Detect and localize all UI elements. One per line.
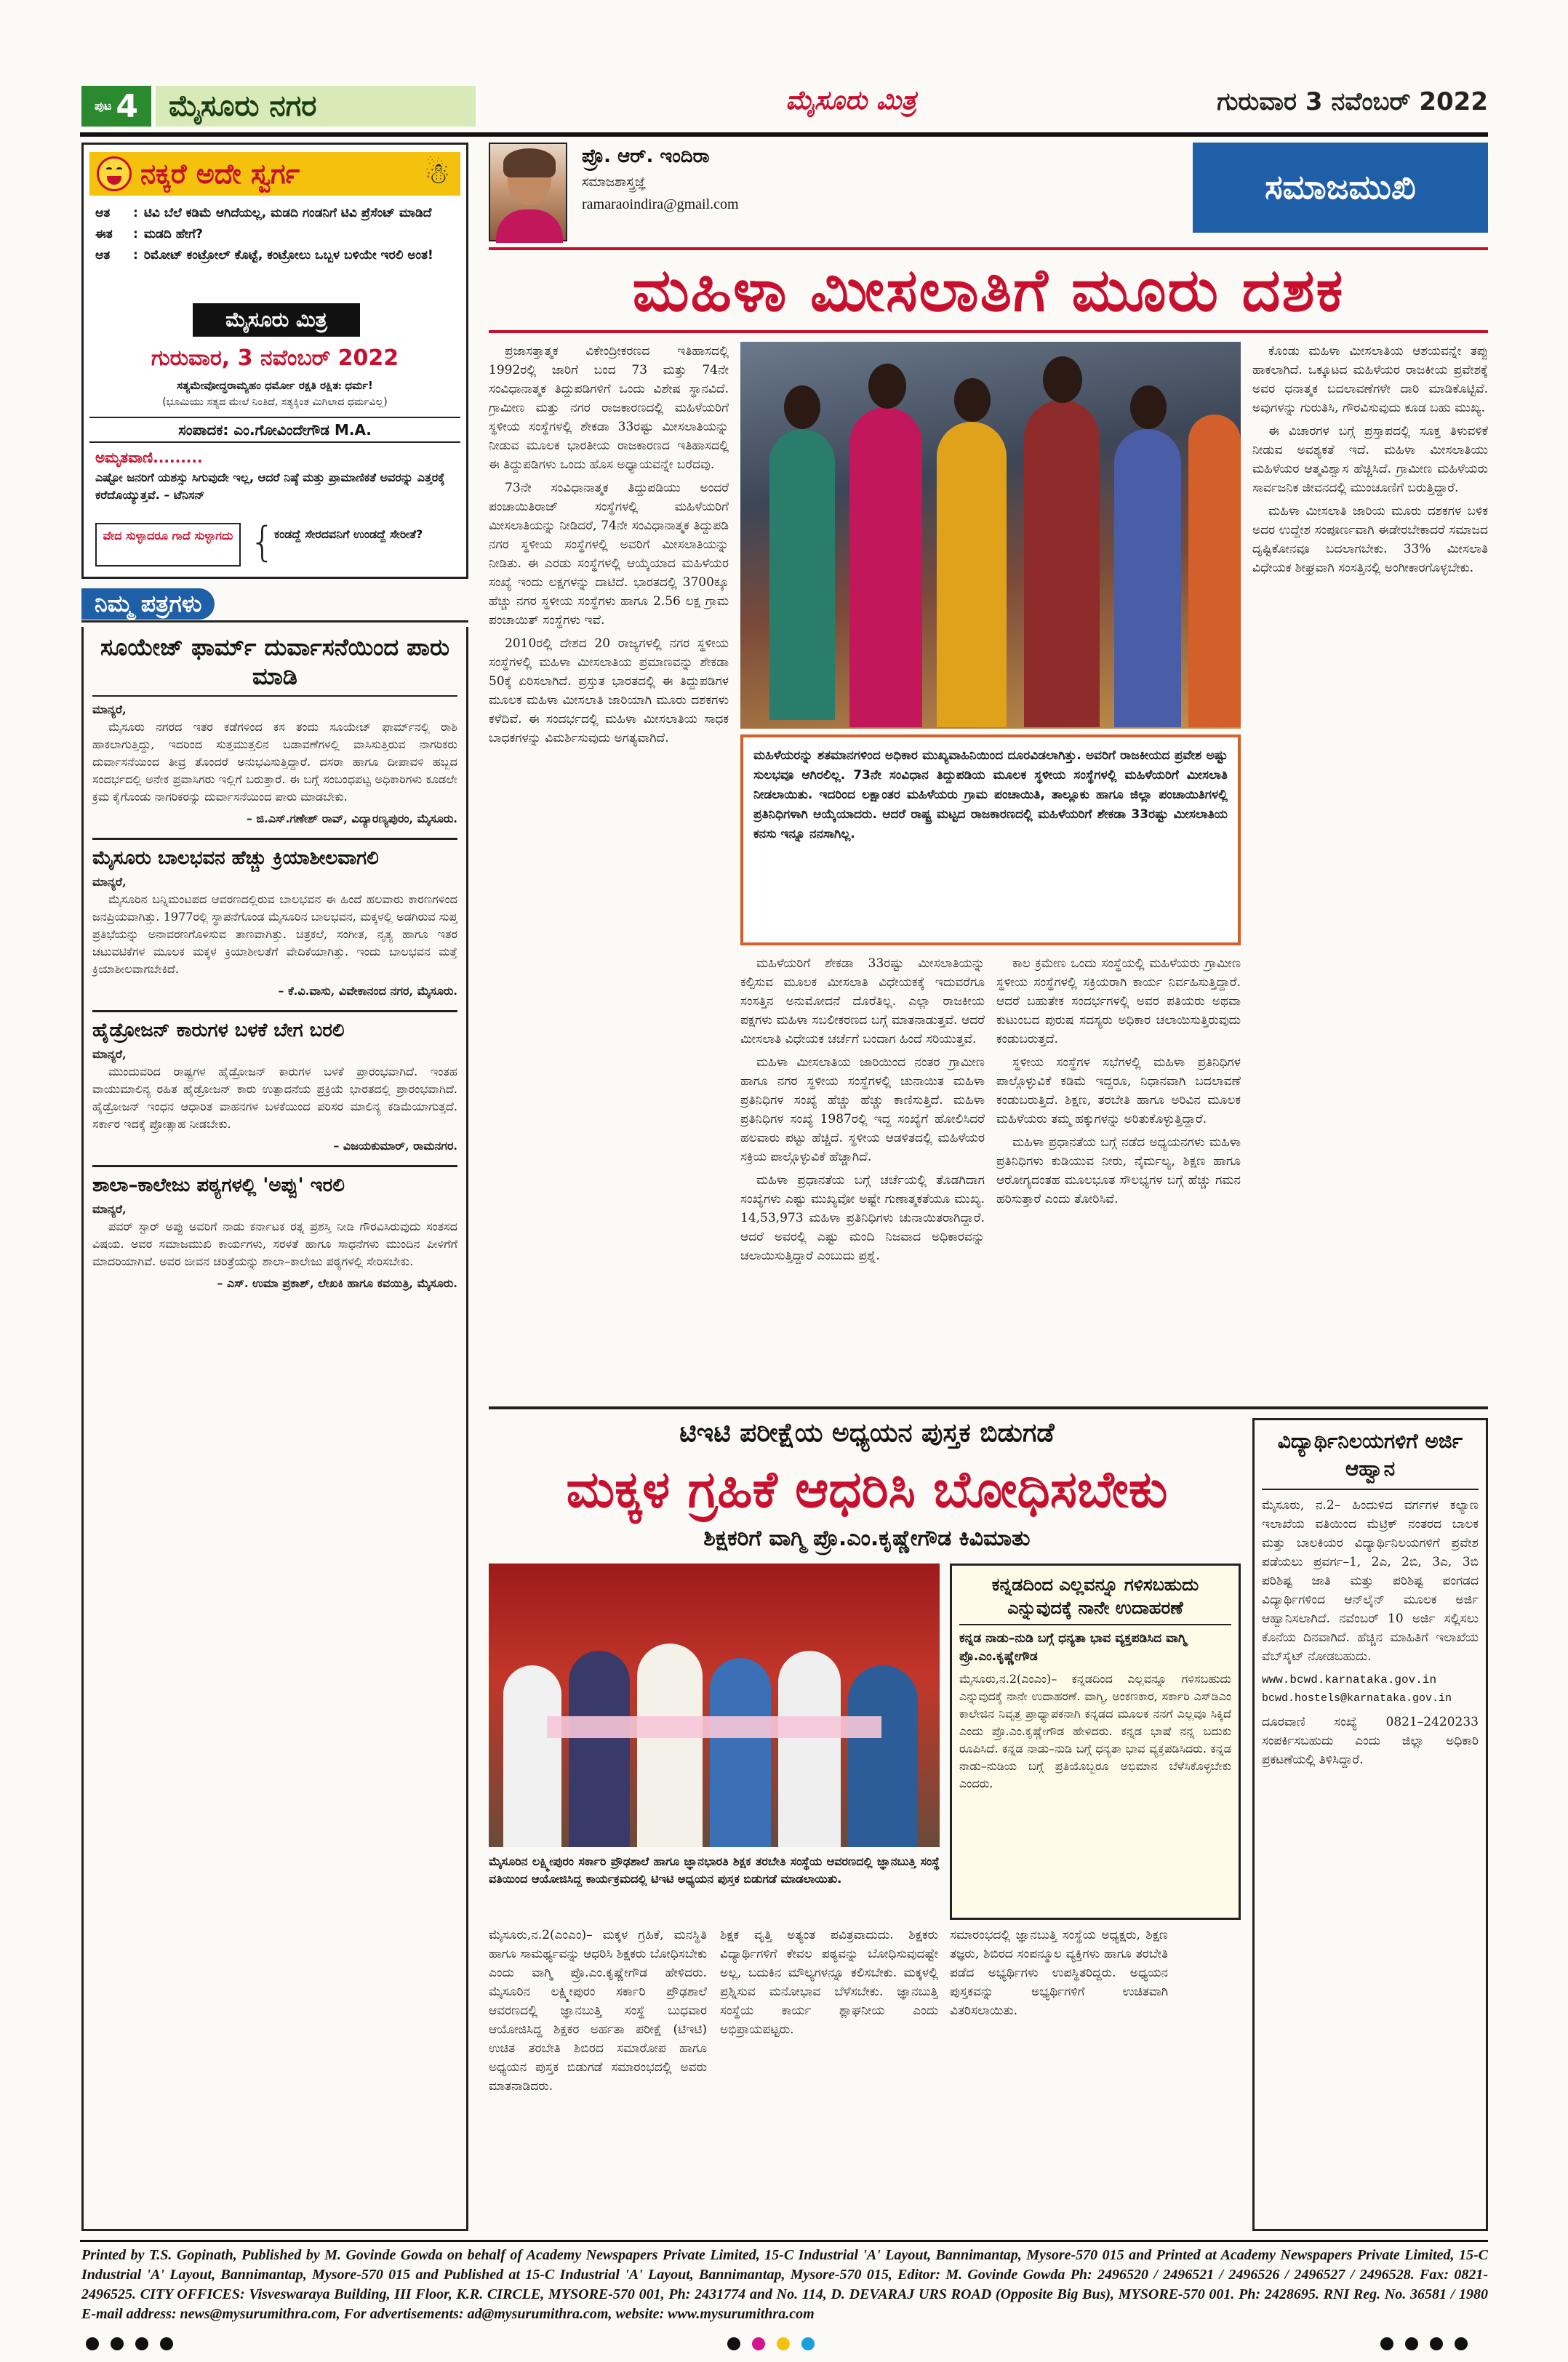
amrutha-title: ಅಮೃತವಾಣಿ......... xyxy=(95,449,203,466)
yellow-dot xyxy=(777,2337,790,2350)
proverb-box: ವೇದ ಸುಳ್ಳಾದರೂ ಗಾದೆ ಸುಳ್ಳಾಗದು xyxy=(95,523,241,567)
letters-header: ನಿಮ್ಮ ಪತ್ರಗಳು xyxy=(81,588,468,622)
letter-body: ಮುಂದುವರಿದ ರಾಷ್ಟ್ರಗಳ ಹೈಡ್ರೋಜನ್ ಕಾರುಗಳ ಬಳಕೆ ಪ್ರಾರಂಭವಾಗಿದೆ. ಇಂತಹ ವಾಯುಮಾಲಿನ್ಯ ರಹಿತ ಹೈಡ್ರೋಜನ್ ಕಾರು ಉತ್ಪಾದನೆಯ ಪ್ರಕ್ರಿಯೆ ಭಾರತದಲ್ಲಿ ಪ್ರಾರಂಭವಾಗಿದೆ. ಹೈಡ್ರೋಜನ್ ಇಂಧನ ಆಧಾರಿತ ವಾಹನಗಳ ಬಳಕೆಯಿಂದ ಪರಿಸರ ಮಾಲಿನ್ಯ ಕಡಿಮೆಯಾಗುತ್ತದೆ. ಸರ್ಕಾರ ಇದಕ್ಕೆ ಪ್ರೋತ್ಸಾಹ ನೀಡಬೇಕು. xyxy=(92,1065,457,1131)
column-text-4: ಕೊಂಡು ಮಹಿಳಾ ಮೀಸಲಾತಿಯ ಆಶಯವನ್ನೇ ತಪ್ಪು ಹಾಕಲಾಗಿದೆ. ಒಕ್ಕೂಟದ ಮಹಿಳೆಯರ ರಾಜಕೀಯ ಪ್ರವೇಶಕ್ಕೆ ಅವರ ಧನಾತ್ಮಕ ಬದಲಾವಣೆಗಳೇ ದಾರಿ ಮಾಡಿಕೊಟ್ಟಿವೆ. ಅವುಗಳನ್ನು ಗುರುತಿಸಿ, ಗೌರವಿಸುವುದು ಕೂಡ ಬಹು ಮುಖ್ಯ. ಈ ವಿಚಾರಗಳ ಬಗ್ಗೆ ಪ್ರಸ್ತಾಪದಲ್ಲಿ ಸೂಕ್ತ ತಿಳುವಳಿಕೆ ನೀಡುವ ಅವಶ್ಯಕತೆ ಇದೆ. ಮಹಿಳಾ ಮೀಸಲಾತಿಯು ಮಹಿಳೆಯರ ಆತ್ಮವಿಶ್ವಾಸ ಹೆಚ್ಚಿಸಿದೆ. ಗ್ರಾಮೀಣ ಮಹಿಳೆಯರು ಸಾರ್ವಜನಿಕ ಜೀವನದಲ್ಲಿ ಮುಂಚೂಣಿಗೆ ಬರುತ್ತಿದ್ದಾರೆ. ಮಹಿಳಾ ಮೀಸಲಾತಿ ಜಾರಿಯ ಮೂರು ದಶಕಗಳ ಬಳಿಕ ಅದರ ಉದ್ದೇಶ ಸಂಪೂರ್ಣವಾಗಿ ಈಡೇರಬೇಕಾದರೆ ಸಮಾಜದ ದೃಷ್ಟಿಕೋನವೂ ಬದಲಾಗಬೇಕು. 33% ಮೀಸಲಾತಿ ವಿಧೇಯಕ ಶೀಘ್ರವಾಗಿ ಸಂಸತ್ತಿನಲ್ಲಿ ಅಂಗೀಕಾರಗೊಳ್ಳಬೇಕು. xyxy=(1252,344,1488,575)
pull-quote: ಮಹಿಳೆಯರನ್ನು ಶತಮಾನಗಳಿಂದ ಅಧಿಕಾರ ಮುಖ್ಯವಾಹಿನಿಯಿಂದ ದೂರವಿಡಲಾಗಿತ್ತು. ಅವರಿಗೆ ರಾಜಕೀಯದ ಪ್ರವೇಶ ಅಷ್ಟು ಸುಲಭವೂ ಆಗಿರಲಿಲ್ಲ. 73ನೇ ಸಂವಿಧಾನ ತಿದ್ದುಪಡಿಯ ಮೂಲಕ ಸ್ಥಳೀಯ ಸಂಸ್ಥೆಗಳಲ್ಲಿ ಮಹಿಳೆಯರಿಗೆ ಮೀಸಲಾತಿ ನೀಡಲಾಯಿತು. ಇದರಿಂದ ಲಕ್ಷಾಂತರ ಮಹಿಳೆಯರು ಗ್ರಾಮ ಪಂಚಾಯಿತಿ, ತಾಲ್ಲೂಕು ಹಾಗೂ ಜಿಲ್ಲಾ ಪಂಚಾಯಿತಿಗಳಲ್ಲಿ ಪ್ರತಿನಿಧಿಗಳಾಗಿ ಆಯ್ಕೆಯಾದರು. ಆದರೆ ರಾಷ್ಟ್ರ ಮಟ್ಟದ ರಾಜಕಾರಣದಲ್ಲಿ ಮಹಿಳೆಯರಿಗೆ ಶೇಕಡಾ 33ರಷ್ಟು ಮೀಸಲಾತಿಯ ಕನಸು ಇನ್ನೂ ನನಸಾಗಿಲ್ಲ. xyxy=(753,748,1228,841)
letter-title: ಸೂಯೇಜ್ ಫಾರ್ಮ್ ದುರ್ವಾಸನೆಯಿಂದ ಪಾರು ಮಾಡಿ xyxy=(92,633,457,697)
black-dot xyxy=(160,2337,173,2350)
website-link[interactable]: www.bcwd.karnataka.gov.in xyxy=(1262,1673,1437,1686)
black-dot xyxy=(1430,2337,1443,2350)
black-dot xyxy=(135,2337,148,2350)
mini-date: ಗುರುವಾರ, 3 ನವೆಂಬರ್ 2022 xyxy=(151,345,399,371)
black-dot xyxy=(1455,2337,1468,2350)
humor-title-bar xyxy=(89,152,460,196)
registration-marks-right xyxy=(1380,2337,1468,2350)
story-text-1: ಮೈಸೂರು,ನ.2(ಎಂಎಂ)– ಮಕ್ಕಳ ಗ್ರಹಿಕೆ, ಮನಸ್ಥಿತಿ ಹಾಗೂ ಸಾಮರ್ಥ್ಯವನ್ನು ಆಧರಿಸಿ ಶಿಕ್ಷಕರು ಬೋಧಿಸಬೇಕು ಎಂದು ವಾಗ್ಮಿ ಪ್ರೊ.ಎಂ.ಕೃಷ್ಣೇಗೌಡ ಹೇಳಿದರು. ಮೈಸೂರಿನ ಲಕ್ಷ್ಮೀಪುರಂ ಸರ್ಕಾರಿ ಪ್ರೌಢಶಾಲೆ ಆವರಣದಲ್ಲಿ ಜ್ಞಾನಬುತ್ತಿ ಸಂಸ್ಥೆ ಬುಧವಾರ ಆಯೋಜಿಸಿದ್ದ ಶಿಕ್ಷಕರ ಅರ್ಹತಾ ಪರೀಕ್ಷೆ (ಟಿಇಟಿ) ಉಚಿತ ತರಬೇತಿ ಶಿಬಿರದ ಸಮಾರೋಪ ಹಾಗೂ ಅಧ್ಯಯನ ಪುಸ್ತಕ ಬಿಡುಗಡೆ ಸಮಾರಂಭದಲ್ಲಿ ಅವರು ಮಾತನಾಡಿದರು. xyxy=(489,1928,707,2094)
letter-title: ಮೈಸೂರು ಬಾಲಭವನ ಹೆಚ್ಚು ಕ್ರಿಯಾಶೀಲವಾಗಲಿ xyxy=(92,847,379,869)
section-divider xyxy=(489,1406,1488,1409)
letters-column xyxy=(81,627,468,2231)
letter-item: ಹೈಡ್ರೋಜನ್ ಕಾರುಗಳ ಬಳಕೆ ಬೇಗ ಬರಲಿ ಮಾನ್ಯರೆ, ಮುಂದುವರಿದ ರಾಷ್ಟ್ರಗಳ ಹೈಡ್ರೋಜನ್ ಕಾರುಗಳ ಬಳಕೆ ಪ್ರಾರಂಭವಾಗಿದೆ. ಇಂತಹ ವಾಯುಮಾಲಿನ್ಯ ರಹಿತ ಹೈಡ್ರೋಜನ್ ಕಾರು ಉತ್ಪಾದನೆಯ ಪ್ರಕ್ರಿಯೆ ಭಾರತದಲ್ಲಿ ಪ್ರಾರಂಭವಾಗಿದೆ. ಹೈಡ್ರೋಜನ್ ಇಂಧನ ಆಧಾರಿತ ವಾಹನಗಳ ಬಳಕೆಯಿಂದ ಪರಿಸರ ಮಾಲಿನ್ಯ ಕಡಿಮೆಯಾಗುತ್ತದೆ. ಸರ್ಕಾರ ಇದಕ್ಕೆ ಪ್ರೋತ್ಸಾಹ ನೀಡಬೇಕು. – ವಿಜಯಕುಮಾರ್, ರಾಮನಗರ. xyxy=(92,1010,457,1155)
registration-marks-center xyxy=(727,2337,815,2350)
kannada-pride-box xyxy=(950,1564,1241,1920)
letter-item: ಶಾಲಾ–ಕಾಲೇಜು ಪಠ್ಯಗಳಲ್ಲಿ 'ಅಪ್ಪು' ಇರಲಿ ಮಾನ್ಯರೆ, ಪವರ್ ಸ್ಟಾರ್ ಅಪ್ಪು ಅವರಿಗೆ ನಾಡು ಕರ್ನಾಟಕ ರತ್ನ ಪ್ರಶಸ್ತಿ ನೀಡಿ ಗೌರವಿಸಿರುವುದು ಸಂತಸದ ವಿಷಯ. ಅವರ ಸಮಾಜಮುಖಿ ಕಾರ್ಯಗಳು, ಸರಳತೆ ಹಾಗೂ ಸಾಧನೆಗಳು ಮುಂದಿನ ಪೀಳಿಗೆಗೆ ಮಾದರಿಯಾಗಿವೆ. ಅವರ ಜೀವನ ಚರಿತ್ರೆಯನ್ನು ಶಾಲಾ–ಕಾಲೇಜು ಪಠ್ಯಗಳಲ್ಲಿ ಸೇರಿಸಬೇಕು. – ಎಸ್. ಉಮಾ ಪ್ರಕಾಶ್, ಲೇಖಕಿ ಹಾಗೂ ಕವಯಿತ್ರಿ, ಮೈಸೂರು. xyxy=(92,1165,457,1292)
laughing-face-icon xyxy=(97,156,132,191)
imprint-line: Printed by T.S. Gopinath, Published by M. Govinde Gowda on behalf of Academy Newspapers Private Limited, 15-C Industrial 'A' Layout, Bannimantap, Mysore-570 015 and Printed at Academy Newspapers Private Limited, 15-C Industrial 'A' Layout, Bannimantap, Mysore-570 015 and Published at 15-C Industrial 'A' Layout, Bannimantap, Mysore-570 015, Editor: M. Govinde Gowda Ph: 2496520 / 2496521 / 2496526 / 2496527 / 2496528. Fax: 0821-2496525. CITY OFFICES: Visveswaraya Building, III Floor, K.R. CIRCLE, MYSORE-570 001, Ph: 2431774 and No. 114, D. DEVARAJ URS ROAD (Opposite Big Bus), MYSORE-570 001. Ph: 2428695. RNI Reg. No. 36581 / 1980 E-mail address: news@mysurumithra.com, For advertisements: ad@mysurumithra.com, website: www.mysurumithra.com xyxy=(81,2247,1488,2322)
letter-signature: – ಜಿ.ಎಸ್.ಗಣೇಶ್ ರಾವ್, ವಿದ್ಯಾರಣ್ಯಪುರಂ, ಮೈಸೂರು. xyxy=(246,812,457,825)
registration-marks-left xyxy=(86,2337,173,2350)
tagline-translation: (ಭೂಮಿಯು ಸತ್ಯದ ಮೇಲೆ ನಿಂತಿದೆ, ಸತ್ಯಕ್ಕಿಂತ ಮಿಗಿಲಾದ ಧರ್ಮವಿಲ್ಲ) xyxy=(162,396,388,408)
page-number: 4 xyxy=(116,87,139,125)
letter-signature: – ವಿಜಯಕುಮಾರ್, ರಾಮನಗರ. xyxy=(333,1139,457,1153)
black-dot xyxy=(1380,2337,1393,2350)
photo-caption: ಮೈಸೂರಿನ ಲಕ್ಷ್ಮೀಪುರಂ ಸರ್ಕಾರಿ ಪ್ರೌಢಶಾಲೆ ಹಾಗೂ ಜ್ಞಾನಭಾರತಿ ಶಿಕ್ಷಕ ತರಬೇತಿ ಸಂಸ್ಥೆಯ ಆವರಣದಲ್ಲಿ ಜ್ಞಾನಬುತ್ತಿ ಸಂಸ್ಥೆ ವತಿಯಿಂದ ಆಯೋಜಿಸಿದ್ದ ಕಾರ್ಯಕ್ರಮದಲ್ಲಿ ಟಿಇಟಿ ಅಧ್ಯಯನ ಪುಸ್ತಕ ಬಿಡುಗಡೆ ಮಾಡಲಾಯಿತು. xyxy=(489,1854,940,1886)
story-text-3: ಸಮಾರಂಭದಲ್ಲಿ ಜ್ಞಾನಬುತ್ತಿ ಸಂಸ್ಥೆಯ ಅಧ್ಯಕ್ಷರು, ಶಿಕ್ಷಣ ತಜ್ಞರು, ಶಿಬಿರದ ಸಂಪನ್ಮೂಲ ವ್ಯಕ್ತಿಗಳು ಹಾಗೂ ತರಬೇತಿ ಪಡೆದ ಅಭ್ಯರ್ಥಿಗಳು ಉಪಸ್ಥಿತರಿದ್ದರು. ಅಧ್ಯಯನ ಪುಸ್ತಕವನ್ನು ಅಭ್ಯರ್ಥಿಗಳಿಗೆ ಉಚಿತವಾಗಿ ವಿತರಿಸಲಾಯಿತು. xyxy=(950,1928,1168,2018)
letter-body: ಮೈಸೂರು ನಗರದ ಇತರ ಕಡೆಗಳಿಂದ ಕಸ ತಂದು ಸೂಯೇಜ್ ಫಾರ್ಮ್‌ನಲ್ಲಿ ರಾಶಿ ಹಾಕಲಾಗುತ್ತಿದ್ದು, ಇದರಿಂದ ಸುತ್ತಮುತ್ತಲಿನ ಬಡಾವಣೆಗಳಲ್ಲಿ ವಾಸಿಸುತ್ತಿರುವ ನಾಗರಿಕರು ದುರ್ವಾಸನೆಯಿಂದ ತೀವ್ರ ತೊಂದರೆ ಅನುಭವಿಸುತ್ತಿದ್ದಾರೆ. ದಸರಾ ಹಾಗೂ ದೀಪಾವಳಿ ಹಬ್ಬದ ಸಂದರ್ಭದಲ್ಲಿ ಅನೇಕ ಪ್ರವಾಸಿಗರು ಇಲ್ಲಿಗೆ ಬರುತ್ತಾರೆ. ಈ ಬಗ್ಗೆ ಸಂಬಂಧಪಟ್ಟ ಅಧಿಕಾರಿಗಳು ಕೂಡಲೇ ಕ್ರಮ ಕೈಗೊಂಡು ನಾಗರಿಕರನ್ನು ದುರ್ವಾಸನೆಯಿಂದ ಪಾರು ಮಾಡಬೇಕು. xyxy=(92,720,457,804)
page-date: ಗುರುವಾರ 3 ನವೆಂಬರ್ 2022 xyxy=(1217,87,1488,116)
letter-signature: – ಎಸ್. ಉಮಾ ಪ್ರಕಾಶ್, ಲೇಖಕಿ ಹಾಗೂ ಕವಯಿತ್ರಿ, ಮೈಸೂರು. xyxy=(217,1276,457,1290)
black-dot xyxy=(86,2337,99,2350)
letter-signature: – ಕೆ.ವಿ.ವಾಸು, ವಿವೇಕಾನಂದ ನಗರ, ಮೈಸೂರು. xyxy=(278,984,457,998)
box-body: ಮೈಸೂರು,ನ.2(ಎಂಎಂ)– ಕನ್ನಡದಿಂದ ಎಲ್ಲವನ್ನೂ ಗಳಿಸಬಹುದು ಎನ್ನುವುದಕ್ಕೆ ನಾನೇ ಉದಾಹರಣೆ. ವಾಗ್ಮಿ, ಅಂಕಣಕಾರ, ಸರ್ಕಾರಿ ಎಸ್‌ಡಿಎಂ ಕಾಲೇಜಿನ ನಿವೃತ್ತ ಪ್ರಾಧ್ಯಾಪಕನಾಗಿ ಕನ್ನಡದ ಮೂಲಕ ನನಗೆ ಎಲ್ಲವೂ ಸಿಕ್ಕಿದೆ ಎಂದು ಪ್ರೊ.ಎಂ.ಕೃಷ್ಣೇಗೌಡ ಹೇಳಿದರು. ಕನ್ನಡ ಭಾಷೆ ನನ್ನ ಬದುಕು ರೂಪಿಸಿದೆ. ಕನ್ನಡ ನಾಡು–ನುಡಿ ಬಗ್ಗೆ ಧನ್ಯತಾ ಭಾವ ವ್ಯಕ್ತಪಡಿಸಿದರು. ಕನ್ನಡ ನಾಡು–ನುಡಿಯ ಬಗ್ಗೆ ಪ್ರತಿಯೊಬ್ಬರೂ ಅಭಿಮಾನ ಬೆಳೆಸಿಕೊಳ್ಳಬೇಕು ಎಂದರು. xyxy=(959,1672,1231,1790)
humor-box xyxy=(81,143,468,579)
letter-title: ಹೈಡ್ರೋಜನ್ ಕಾರುಗಳ ಬಳಕೆ ಬೇಗ ಬರಲಿ xyxy=(92,1020,345,1041)
pull-quote-box xyxy=(740,734,1241,945)
author-email: ramaraoindira@gmail.com xyxy=(582,196,739,212)
section-title: ಮೈಸೂರು ನಗರ xyxy=(156,86,476,127)
cartoon-figure-icon: ☃ xyxy=(424,157,450,191)
mini-masthead: ಮೈಸೂರು ಮಿತ್ರ xyxy=(193,303,360,337)
black-dot xyxy=(1405,2337,1418,2350)
box-subtitle: ಕನ್ನಡ ನಾಡು–ನುಡಿ ಬಗ್ಗೆ ಧನ್ಯತಾ ಭಾವ ವ್ಯಕ್ತಪಡಿಸಿದ ವಾಗ್ಮಿ ಪ್ರೊ.ಎಂ.ಕೃಷ್ಣೇಗೌಡ xyxy=(959,1631,1187,1664)
magenta-dot xyxy=(752,2337,765,2350)
column-text-3: ಕಾಲ ಕ್ರಮೇಣ ಒಂದು ಸಂಸ್ಥೆಯಲ್ಲಿ ಮಹಿಳೆಯರು ಗ್ರಾಮೀಣ ಸ್ಥಳೀಯ ಸಂಸ್ಥೆಗಳಲ್ಲಿ ಸಕ್ರಿಯರಾಗಿ ಕಾರ್ಯ ನಿರ್ವಹಿಸುತ್ತಿದ್ದಾರೆ. ಆದರೆ ಬಹುತೇಕ ಸಂದರ್ಭಗಳಲ್ಲಿ ಅವರ ಪತಿಯರು ಅಥವಾ ಕುಟುಂಬದ ಪುರುಷ ಸದಸ್ಯರು ಅಧಿಕಾರ ಚಲಾಯಿಸುತ್ತಿರುವುದು ಕಂಡುಬರುತ್ತದೆ. ಸ್ಥಳೀಯ ಸಂಸ್ಥೆಗಳ ಸಭೆಗಳಲ್ಲಿ ಮಹಿಳಾ ಪ್ರತಿನಿಧಿಗಳ ಪಾಲ್ಗೊಳ್ಳುವಿಕೆ ಕಡಿಮೆ ಇದ್ದರೂ, ನಿಧಾನವಾಗಿ ಬದಲಾವಣೆ ಕಂಡುಬರುತ್ತಿದೆ. ಶಿಕ್ಷಣ, ತರಬೇತಿ ಹಾಗೂ ಅರಿವಿನ ಮೂಲಕ ಮಹಿಳೆಯರು ತಮ್ಮ ಹಕ್ಕುಗಳನ್ನು ಅರಿತುಕೊಳ್ಳುತ್ತಿದ್ದಾರೆ. ಮಹಿಳಾ ಪ್ರಧಾನತೆಯ ಬಗ್ಗೆ ನಡೆದ ಅಧ್ಯಯನಗಳು ಮಹಿಳಾ ಪ್ರತಿನಿಧಿಗಳು ಕುಡಿಯುವ ನೀರು, ನೈರ್ಮಲ್ಯ, ಶಿಕ್ಷಣ ಹಾಗೂ ಆರೋಗ್ಯದಂತಹ ಮೂಲಭೂತ ಸೌಲಭ್ಯಗಳ ಬಗ್ಗೆ ಹೆಚ್ಚು ಗಮನ ಹರಿಸುತ್ತಾರೆ ಎಂದು ತೋರಿಸಿವೆ. xyxy=(996,956,1241,1206)
footer-rule xyxy=(80,2240,1488,2242)
letter-item: ಮೈಸೂರು ಬಾಲಭವನ ಹೆಚ್ಚು ಕ್ರಿಯಾಶೀಲವಾಗಲಿ ಮಾನ್ಯರೆ, ಮೈಸೂರಿನ ಬನ್ನಿಮಂಟಪದ ಆವರಣದಲ್ಲಿರುವ ಬಾಲಭವನ ಈ ಹಿಂದೆ ಹಲವಾರು ಕಾರಣಗಳಿಂದ ಜನಪ್ರಿಯವಾಗಿತ್ತು. 1977ರಲ್ಲಿ ಸ್ಥಾಪನೆಗೊಂಡ ಮೈಸೂರಿನ ಬಾಲಭವನ, ಮಕ್ಕಳಲ್ಲಿ ಅಡಗಿರುವ ಸುಪ್ತ ಪ್ರತಿಭೆಯನ್ನು ಅನಾವರಣಗೊಳಿಸುವ ತಾಣವಾಗಿತ್ತು. ಚಿತ್ರಕಲೆ, ಸಂಗೀತ, ನೃತ್ಯ ಹಾಗೂ ಇತರ ಚಟುವಟಿಕೆಗಳ ಮೂಲಕ ಮಕ್ಕಳ ಕ್ರಿಯಾಶೀಲತೆಗೆ ವೇದಿಕೆಯಾಗಿತ್ತು. ಇಂದು ಬಾಲಭವನ ಮತ್ತೆ ಕ್ರಿಯಾಶೀಲವಾಗಬೇಕಿದೆ. – ಕೆ.ವಿ.ವಾಸು, ವಿವೇಕಾನಂದ ನಗರ, ಮೈಸೂರು. xyxy=(92,838,457,1000)
column-text-2: ಮಹಿಳೆಯರಿಗೆ ಶೇಕಡಾ 33ರಷ್ಟು ಮೀಸಲಾತಿಯನ್ನು ಕಲ್ಪಿಸುವ ಮೂಲಕ ಮೀಸಲಾತಿ ವಿಧೇಯಕಕ್ಕೆ ಇದುವರೆಗೂ ಸಂಸತ್ತಿನ ಅನುಮೋದನೆ ದೊರೆತಿಲ್ಲ. ಎಲ್ಲಾ ರಾಜಕೀಯ ಪಕ್ಷಗಳು ಮಹಿಳಾ ಸಬಲೀಕರಣದ ಬಗ್ಗೆ ಮಾತನಾಡುತ್ತವೆ. ಆದರೆ ಮೀಸಲಾತಿ ವಿಧೇಯಕ ಚರ್ಚೆಗೆ ಬಂದಾಗ ಹಿಂದೆ ಸರಿಯುತ್ತವೆ. ಮಹಿಳಾ ಮೀಸಲಾತಿಯ ಜಾರಿಯಿಂದ ನಂತರ ಗ್ರಾಮೀಣ ಹಾಗೂ ನಗರ ಸ್ಥಳೀಯ ಸಂಸ್ಥೆಗಳಲ್ಲಿ ಚುನಾಯಿತ ಮಹಿಳಾ ಪ್ರತಿನಿಧಿಗಳ ಸಂಖ್ಯೆ ಹೆಚ್ಚು ಹೆಚ್ಚು ಕಾಣಿಸುತ್ತಿದೆ. ಮಹಿಳಾ ಪ್ರತಿನಿಧಿಗಳ ಸಂಖ್ಯೆ 1987ರಲ್ಲಿ ಇದ್ದ ಸಂಖ್ಯೆಗೆ ಹೋಲಿಸಿದರೆ ಹಲವಾರು ಪಟ್ಟು ಹೆಚ್ಚಿದೆ. ಸ್ಥಳೀಯ ಆಡಳಿತದಲ್ಲಿ ಮಹಿಳೆಯರ ಸಕ್ರಿಯ ಪಾಲ್ಗೊಳ್ಳುವಿಕೆ ಹೆಚ್ಚಾಗಿದೆ. ಮಹಿಳಾ ಪ್ರಧಾನತೆಯ ಬಗ್ಗೆ ಚರ್ಚೆಯಲ್ಲಿ ತೊಡಗಿದಾಗ ಸಂಖ್ಯೆಗಳು ಎಷ್ಟು ಮುಖ್ಯವೋ ಅಷ್ಟೇ ಗುಣಾತ್ಮಕತೆಯೂ ಮುಖ್ಯ. 14,53,973 ಮಹಿಳಾ ಪ್ರತಿನಿಧಿಗಳು ಚುನಾಯಿತರಾಗಿದ್ದಾರೆ. ಆದರೆ ಅವರಲ್ಲಿ ಎಷ್ಟು ಮಂದಿ ನಿಜವಾದ ಅಧಿಕಾರವನ್ನು ಚಲಾಯಿಸುತ್ತಿದ್ದಾರೆ ಎಂಬುದು ಪ್ರಶ್ನೆ. xyxy=(740,956,985,1263)
story-kicker: ಟಿಇಟಿ ಪರೀಕ್ಷೆಯ ಅಧ್ಯಯನ ಪುಸ್ತಕ ಬಿಡುಗಡೆ xyxy=(679,1418,1055,1448)
dialogue-line: ಈತ : ಮಡದಿ ಹೇಗೆ? xyxy=(95,227,203,241)
hostel-application-box xyxy=(1252,1418,1488,2231)
letter-body: ಪವರ್ ಸ್ಟಾರ್ ಅಪ್ಪು ಅವರಿಗೆ ನಾಡು ಕರ್ನಾಟಕ ರತ್ನ ಪ್ರಶಸ್ತಿ ನೀಡಿ ಗೌರವಿಸಿರುವುದು ಸಂತಸದ ವಿಷಯ. ಅವರ ಸಮಾಜಮುಖಿ ಕಾರ್ಯಗಳು, ಸರಳತೆ ಹಾಗೂ ಸಾಧನೆಗಳು ಮುಂದಿನ ಪೀಳಿಗೆಗೆ ಮಾದರಿಯಾಗಿವೆ. ಅವರ ಜೀವನ ಚರಿತ್ರೆಯನ್ನು ಶಾಲಾ–ಕಾಲೇಜು ಪಠ್ಯಗಳಲ್ಲಿ ಸೇರಿಸಬೇಕು. xyxy=(92,1220,457,1268)
box-title: ಕನ್ನಡದಿಂದ ಎಲ್ಲವನ್ನೂ ಗಳಿಸಬಹುದು ಎನ್ನುವುದಕ್ಕೆ ನಾನೇ ಉದಾಹರಣೆ xyxy=(959,1573,1231,1625)
page-label: ಪುಟ xyxy=(94,99,112,113)
cyan-dot xyxy=(801,2337,815,2350)
page-number-badge xyxy=(81,86,151,127)
proverb-answer: ಕಂಡದ್ದೆ ಸೇರದವನಿಗೆ ಉಂಡದ್ದೆ ಸೇರೀತೆ? xyxy=(274,527,423,541)
black-dot xyxy=(111,2337,124,2350)
story-headline: ಮಕ್ಕಳ ಗ್ರಹಿಕೆ ಆಧರಿಸಿ ಬೋಧಿಸಬೇಕು xyxy=(566,1460,1168,1519)
women-voters-photo xyxy=(740,342,1241,729)
column-text-1: ಪ್ರಜಾಸತ್ತಾತ್ಮಕ ವಿಕೇಂದ್ರೀಕರಣದ ಇತಿಹಾಸದಲ್ಲಿ 1992ರಲ್ಲಿ ಜಾರಿಗೆ ಬಂದ 73 ಮತ್ತು 74ನೇ ಸಂವಿಧಾನಾತ್ಮಕ ತಿದ್ದುಪಡಿಗಳಿಗೆ ಒಂದು ವಿಶೇಷ ಸ್ಥಾನವಿದೆ. ಗ್ರಾಮೀಣ ಮತ್ತು ನಗರ ರಾಜಕಾರಣದಲ್ಲಿ ಮಹಿಳೆಯರಿಗೆ ಸ್ಥಳೀಯ ಸಂಸ್ಥೆಗಳಲ್ಲಿ ಶೇಕಡಾ 33ರಷ್ಟು ಮೀಸಲಾತಿಯನ್ನು ನೀಡುವ ಮೂಲಕ ಭಾರತೀಯ ರಾಜಕಾರಣದ ಇತಿಹಾಸದಲ್ಲಿ ಈ ತಿದ್ದುಪಡಿಗಳು ಒಂದು ಹೊಸ ಅಧ್ಯಾಯವನ್ನೇ ಬರೆದವು. 73ನೇ ಸಂವಿಧಾನಾತ್ಮಕ ತಿದ್ದುಪಡಿಯು ಅಂದರೆ ಪಂಚಾಯಿತಿರಾಜ್ ಸಂಸ್ಥೆಗಳಲ್ಲಿ ಮಹಿಳೆಯರಿಗೆ ಮೀಸಲಾತಿಯನ್ನು ನೀಡಿದರೆ, 74ನೇ ಸಂವಿಧಾನಾತ್ಮಕ ತಿದ್ದುಪಡಿ ನಗರ ಸ್ಥಳೀಯ ಸಂಸ್ಥೆಗಳಲ್ಲಿ ಅವರಿಗೆ ಮೀಸಲಾತಿಯನ್ನು ನೀಡಿತು. ಈ ಎರಡು ಸಂಸ್ಥೆಗಳಲ್ಲಿ ಆಯ್ಕೆಯಾದ ಮಹಿಳೆಯರ ಸಂಖ್ಯೆ ಇಂದು ಲಕ್ಷಗಳನ್ನು ದಾಟಿದೆ. ಭಾರತದಲ್ಲಿ 3700ಕ್ಕೂ ಹೆಚ್ಚು ನಗರ ಸ್ಥಳೀಯ ಸಂಸ್ಥೆಗಳು ಹಾಗೂ 2.56 ಲಕ್ಷ ಗ್ರಾಮ ಪಂಚಾಯಿತ್ ಸಂಸ್ಥೆಗಳು ಇವೆ. 2010ರಲ್ಲಿ ದೇಶದ 20 ರಾಜ್ಯಗಳಲ್ಲಿ ನಗರ ಸ್ಥಳೀಯ ಸಂಸ್ಥೆಗಳಲ್ಲಿ ಮಹಿಳಾ ಮೀಸಲಾತಿಯ ಪ್ರಮಾಣವನ್ನು ಶೇಕಡಾ 50ಕ್ಕೆ ಏರಿಸಲಾಗಿದೆ. ಪ್ರಸ್ತುತ ಭಾರತದಲ್ಲಿ ಈ ತಿದ್ದುಪಡಿಗಳ ಮೂಲಕ ಮಹಿಳಾ ಮೀಸಲಾತಿ ಜಾರಿಯಾಗಿ ಮೂರು ದಶಕಗಳು ಕಳೆದಿವೆ. ಈ ಸಂದರ್ಭದಲ್ಲಿ ಮಹಿಳಾ ಮೀಸಲಾತಿಯ ಸಾಧಕ ಬಾಧಕಗಳನ್ನು ವಿಮರ್ಶಿಸುವುದು ಅಗತ್ಯವಾಗಿದೆ. xyxy=(489,344,729,745)
letter-title: ಶಾಲಾ–ಕಾಲೇಜು ಪಠ್ಯಗಳಲ್ಲಿ 'ಅಪ್ಪು' ಇರಲಿ xyxy=(92,1174,345,1196)
letter-item: ಸೂಯೇಜ್ ಫಾರ್ಮ್ ದುರ್ವಾಸನೆಯಿಂದ ಪಾರು ಮಾಡಿ ಮಾನ್ಯರೆ, ಮೈಸೂರು ನಗರದ ಇತರ ಕಡೆಗಳಿಂದ ಕಸ ತಂದು ಸೂಯೇಜ್ ಫಾರ್ಮ್‌ನಲ್ಲಿ ರಾಶಿ ಹಾಕಲಾಗುತ್ತಿದ್ದು, ಇದರಿಂದ ಸುತ್ತಮುತ್ತಲಿನ ಬಡಾವಣೆಗಳಲ್ಲಿ ವಾಸಿಸುತ್ತಿರುವ ನಾಗರಿಕರು ದುರ್ವಾಸನೆಯಿಂದ ತೀವ್ರ ತೊಂದರೆ ಅನುಭವಿಸುತ್ತಿದ್ದಾರೆ. ದಸರಾ ಹಾಗೂ ದೀಪಾವಳಿ ಹಬ್ಬದ ಸಂದರ್ಭದಲ್ಲಿ ಅನೇಕ ಪ್ರವಾಸಿಗರು ಇಲ್ಲಿಗೆ ಬರುತ್ತಾರೆ. ಈ ಬಗ್ಗೆ ಸಂಬಂಧಪಟ್ಟ ಅಧಿಕಾರಿಗಳು ಕೂಡಲೇ ಕ್ರಮ ಕೈಗೊಂಡು ನಾಗರಿಕರನ್ನು ದುರ್ವಾಸನೆಯಿಂದ ಪಾರು ಮಾಡಬೇಕು. – ಜಿ.ಎಸ್.ಗಣೇಶ್ ರಾವ್, ವಿದ್ಯಾರಣ್ಯಪುರಂ, ಮೈಸೂರು. xyxy=(92,633,457,828)
column-name-badge: ಸಮಾಜಮುಖಿ xyxy=(1193,143,1488,233)
author-name: ಪ್ರೊ. ಆರ್. ಇಂದಿರಾ xyxy=(582,145,710,167)
box-body: ಮೈಸೂರು, ನ.2– ಹಿಂದುಳಿದ ವರ್ಗಗಳ ಕಲ್ಯಾಣ ಇಲಾಖೆಯ ವತಿಯಿಂದ ಮೆಟ್ರಿಕ್ ನಂತರದ ಬಾಲಕ ಮತ್ತು ಬಾಲಕಿಯರ ವಿದ್ಯಾರ್ಥಿನಿಲಯಗಳಿಗೆ ಪ್ರವೇಶ ಪಡೆಯಲು ಪ್ರವರ್ಗ–1, 2ಎ, 2ಬಿ, 3ಎ, 3ಬಿ ಪರಿಶಿಷ್ಟ ಜಾತಿ ಮತ್ತು ಪರಿಶಿಷ್ಟ ಪಂಗಡದ ವಿದ್ಯಾರ್ಥಿಗಳಿಂದ ಆನ್‌ಲೈನ್ ಮೂಲಕ ಅರ್ಜಿ ಆಹ್ವಾನಿಸಲಾಗಿದೆ. ನವೆಂಬರ್ 10 ಅರ್ಜಿ ಸಲ್ಲಿಸಲು ಕೊನೆಯ ದಿನವಾಗಿದೆ. ಹೆಚ್ಚಿನ ಮಾಹಿತಿಗೆ ಇಲಾಖೆಯ ವೆಬ್‌ಸೈಟ್ ನೋಡಬಹುದು. xyxy=(1262,1498,1479,1664)
humor-title: ನಕ್ಕರೆ ಅದೇ ಸ್ವರ್ಗ xyxy=(140,157,300,190)
header-rule xyxy=(80,132,1488,137)
tagline: ಸತ್ಯಮೇವೋದ್ಧರಾಮ್ಯಹಂ ಧರ್ಮೋ ರಕ್ಷತಿ ರಕ್ಷಿತಃ ಧರ್ಮ! xyxy=(177,379,373,392)
letter-body: ಮೈಸೂರಿನ ಬನ್ನಿಮಂಟಪದ ಆವರಣದಲ್ಲಿರುವ ಬಾಲಭವನ ಈ ಹಿಂದೆ ಹಲವಾರು ಕಾರಣಗಳಿಂದ ಜನಪ್ರಿಯವಾಗಿತ್ತು. 1977ರಲ್ಲಿ ಸ್ಥಾಪನೆಗೊಂಡ ಮೈಸೂರಿನ ಬಾಲಭವನ, ಮಕ್ಕಳಲ್ಲಿ ಅಡಗಿರುವ ಸುಪ್ತ ಪ್ರತಿಭೆಯನ್ನು ಅನಾವರಣಗೊಳಿಸುವ ತಾಣವಾಗಿತ್ತು. ಚಿತ್ರಕಲೆ, ಸಂಗೀತ, ನೃತ್ಯ ಹಾಗೂ ಇತರ ಚಟುವಟಿಕೆಗಳ ಮೂಲಕ ಮಕ್ಕಳ ಕ್ರಿಯಾಶೀಲತೆಗೆ ವೇದಿಕೆಯಾಗಿತ್ತು. ಇಂದು ಬಾಲಭವನ ಮತ್ತೆ ಕ್ರಿಯಾಶೀಲವಾಗಬೇಕಿದೆ. xyxy=(92,892,457,976)
box-tail: ದೂರವಾಣಿ ಸಂಖ್ಯೆ 0821–2420233 ಸಂಪರ್ಕಿಸಬಹುದು ಎಂದು ಜಿಲ್ಲಾ ಅಧಿಕಾರಿ ಪ್ರಕಟಣೆಯಲ್ಲಿ ತಿಳಿಸಿದ್ದಾರೆ. xyxy=(1262,1715,1479,1767)
book-release-photo xyxy=(489,1564,940,1847)
black-dot xyxy=(727,2337,740,2350)
column-headline: ಮಹಿಳಾ ಮೀಸಲಾತಿಗೆ ಮೂರು ದಶಕ xyxy=(489,247,1488,333)
brace: { xyxy=(249,519,276,566)
email-link[interactable]: bcwd.hostels@karnataka.gov.in xyxy=(1262,1692,1452,1705)
editor-line: ಸಂಪಾದಕ: ಎಂ.ಗೋವಿಂದೇಗೌಡ M.A. xyxy=(89,417,460,443)
author-photo xyxy=(489,143,567,241)
masthead-logo: ಮೈಸೂರು ಮಿತ್ರ xyxy=(785,86,916,116)
box-title: ವಿದ್ಯಾರ್ಥಿನಿಲಯಗಳಿಗೆ ಅರ್ಜಿ ಆಹ್ವಾನ xyxy=(1262,1428,1479,1490)
story-text-2: ಶಿಕ್ಷಕ ವೃತ್ತಿ ಅತ್ಯಂತ ಪವಿತ್ರವಾದುದು. ಶಿಕ್ಷಕರು ವಿದ್ಯಾರ್ಥಿಗಳಿಗೆ ಕೇವಲ ಪಠ್ಯವನ್ನು ಬೋಧಿಸುವುದಷ್ಟೇ ಅಲ್ಲ, ಬದುಕಿನ ಮೌಲ್ಯಗಳನ್ನೂ ಕಲಿಸಬೇಕು. ಮಕ್ಕಳಲ್ಲಿ ಪ್ರಶ್ನಿಸುವ ಮನೋಭಾವ ಬೆಳೆಸಬೇಕು. ಜ್ಞಾನಬುತ್ತಿ ಸಂಸ್ಥೆಯ ಕಾರ್ಯ ಶ್ಲಾಘನೀಯ ಎಂದು ಅಭಿಪ್ರಾಯಪಟ್ಟರು. xyxy=(720,1928,938,2037)
dialogue-line: ಆತ : ರಿಮೋಟ್ ಕಂಟ್ರೋಲ್ ಕೊಟ್ಟೆ, ಕಂಟ್ರೋಲು ಒಬ್ಬಳ ಬಳಿಯೇ ಇರಲಿ ಅಂತ! xyxy=(95,248,433,263)
amrutha-text: ಎಷ್ಟೋ ಜನರಿಗೆ ಯಶಸ್ಸು ಸಿಗುವುದೇ ಇಲ್ಲ, ಆದರೆ ನಿಷ್ಠೆ ಮತ್ತು ಪ್ರಾಮಾಣಿಕತೆ ಅವರನ್ನು ಎತ್ತರಕ್ಕೆ ಕರೆದೊಯ್ಯುತ್ತವೆ. – ಟೆನಿಸನ್ xyxy=(95,471,445,502)
author-role: ಸಮಾಜಶಾಸ್ತ್ರಜ್ಞೆ xyxy=(582,175,647,190)
story-subhead: ಶಿಕ್ಷಕರಿಗೆ ವಾಗ್ಮಿ ಪ್ರೊ.ಎಂ.ಕೃಷ್ಣೇಗೌಡ ಕಿವಿಮಾತು xyxy=(703,1526,1031,1551)
dialogue-line: ಆತ : ಟಿವಿ ಬೆಲೆ ಕಡಿಮೆ ಆಗಿದೆಯಲ್ಲ, ಮಡದಿ ಗಂಡನಿಗೆ ಟಿವಿ ಪ್ರೆಸೆಂಟ್ ಮಾಡಿದೆ xyxy=(95,206,432,220)
